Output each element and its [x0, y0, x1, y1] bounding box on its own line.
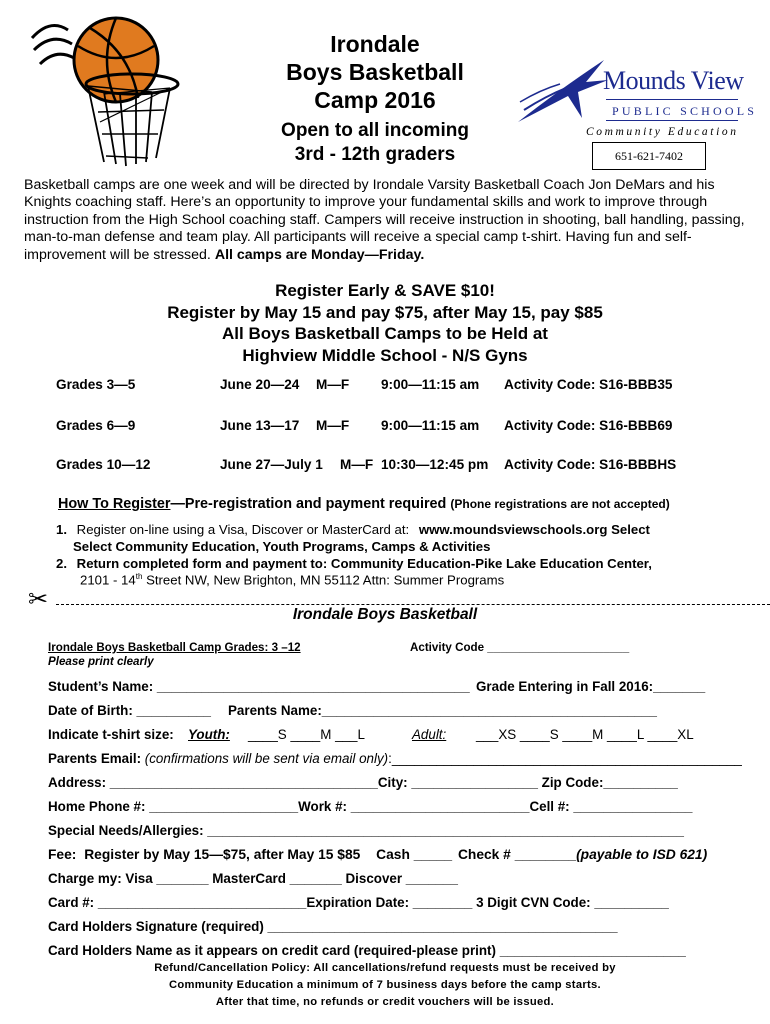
promo-line-2: Register by May 15 and pay $75, after May 15, pay $85: [167, 302, 603, 322]
register-heading-line: [58, 496, 670, 512]
parents-name-field[interactable]: Parents Name:_____________________________________________: [228, 703, 657, 718]
policy-line-2: Community Education a minimum of 7 business days before the camp starts.: [169, 979, 601, 991]
subtitle-line-1: Open to all incoming: [281, 120, 469, 141]
activity-code-field[interactable]: Activity Code ______________________: [410, 641, 630, 654]
signature-field[interactable]: Card Holders Signature (required) _______________________________________________: [48, 919, 618, 934]
logo-divider-2: [606, 120, 738, 121]
intro-text: Basketball camps are one week and will be directed by Irondale Varsity Basketball Coach Jon DeMars and his Knights coaching staff. Here’s an opportunity to improve your fundamental skills and work to improve through instruction from the High School coaching staff. Campers will receive instruction in shooting, ball handling, passing, man-to-man defense and team play. All participants will receive a special camp t-shirt. Having fun and self-improvement will be stressed.: [24, 177, 745, 263]
camp-dates: June 27—July 1: [220, 457, 323, 472]
intro-bold-tail: All camps are Monday—Friday.: [214, 246, 425, 263]
parents-email-line: [48, 751, 742, 766]
camp-dates: June 20—24: [220, 377, 300, 392]
promo-line-1: Register Early & SAVE $10!: [275, 281, 495, 300]
fee-line: [48, 847, 707, 862]
cash-field[interactable]: Cash _____: [376, 847, 453, 862]
grade-entering-field[interactable]: Grade Entering in Fall 2016:_______: [476, 679, 706, 694]
holder-name-field[interactable]: Card Holders Name as it appears on credit card (required-please print) _________________________: [48, 943, 686, 958]
website-link[interactable]: www.moundsviewschools.org Select: [418, 522, 650, 537]
promo-line-4: Highview Middle School - N/S Gyns: [242, 345, 528, 365]
camp-grades: Grades 3—5: [56, 377, 136, 392]
scissors-icon: ✂: [28, 586, 49, 613]
charge-card-options[interactable]: Charge my: Visa _______ MasterCard _______ Discover _______: [48, 871, 458, 886]
special-needs-field[interactable]: Special Needs/Allergies: ________________________________________________________________: [48, 823, 684, 838]
address-pre: 2101 - 14: [80, 572, 136, 588]
fee-label: Fee:: [48, 847, 77, 862]
form-title: Irondale Boys Basketball: [292, 606, 478, 623]
camp-days: M—F: [316, 377, 350, 392]
promo-line-3: All Boys Basketball Camps to be Held at: [222, 324, 548, 343]
camp-code: Activity Code: S16-BBB35: [504, 377, 673, 392]
adult-sizes-field[interactable]: ___XS ____S ____M ____L ____XL: [476, 727, 694, 742]
camp-code: Activity Code: S16-BBBHS: [504, 457, 677, 472]
tshirt-size-label: Indicate t-shirt size:: [48, 727, 174, 742]
youth-sizes-field[interactable]: ____S ____M ___L: [248, 727, 365, 742]
address-field[interactable]: Address: ____________________________________City: _________________ Zip Code:__________: [48, 775, 678, 790]
fee-text: Register by May 15—$75, after May 15 $85: [84, 847, 361, 862]
payable-note: (payable to ISD 621): [576, 847, 708, 862]
step2-address: [80, 572, 504, 587]
intro-paragraph: [24, 177, 746, 264]
logo-sub: PUBLIC SCHOOLS: [612, 104, 758, 118]
step1-text: Register on-line using a Visa, Discover or MasterCard at:: [76, 522, 410, 537]
promo-block: [0, 280, 770, 366]
camp-title: [250, 30, 500, 114]
register-heading-rest: —Pre-registration and payment required: [170, 496, 447, 512]
register-step-1: [56, 522, 650, 537]
refund-policy: [0, 960, 770, 1011]
camp-grades: Grades 6—9: [56, 418, 136, 433]
step1-line-2: Select Community Education, Youth Programs, Camps & Activities: [73, 539, 491, 554]
step-number: 1.: [56, 522, 67, 537]
basketball-hoop-icon: [20, 12, 200, 187]
register-step-2: [56, 556, 652, 571]
address-post: Street NW, New Brighton, MN 55112 Attn: Summer Programs: [142, 572, 505, 588]
step2-text: Return completed form and payment to: Community Education-Pike Lake Education Center,: [76, 556, 652, 571]
camp-days: M—F: [316, 418, 350, 433]
youth-label: Youth:: [188, 727, 230, 742]
camp-time: 10:30—12:45 pm: [381, 457, 489, 472]
logo-name: Mounds View: [603, 66, 744, 95]
parents-email-label: Parents Email:: [48, 751, 142, 766]
camp-time: 9:00—11:15 am: [381, 377, 480, 392]
camp-subtitle: [250, 119, 500, 167]
parents-email-field[interactable]: :_______________________________________________: [388, 751, 742, 766]
camp-time: 9:00—11:15 am: [381, 418, 480, 433]
form-camp-grades: Irondale Boys Basketball Camp Grades: 3 –12: [48, 641, 301, 654]
phone-fields[interactable]: Home Phone #: ____________________Work #: ________________________Cell #: ________________: [48, 799, 693, 814]
logo-divider: [606, 99, 738, 100]
adult-label: Adult:: [412, 727, 447, 742]
address-sup: th: [135, 572, 143, 581]
register-heading: How To Register: [58, 496, 171, 512]
title-line-3: Camp 2016: [314, 87, 436, 113]
subtitle-line-2: 3rd - 12th graders: [294, 144, 456, 165]
step-number: 2.: [56, 556, 67, 571]
camp-dates: June 13—17: [220, 418, 300, 433]
check-field[interactable]: Check # ________: [457, 847, 577, 862]
logo-dept: Community Education: [586, 126, 739, 138]
policy-line-3: After that time, no refunds or credit vouchers will be issued.: [215, 996, 555, 1008]
form-print-clearly: Please print clearly: [48, 655, 154, 668]
title-line-1: Irondale: [330, 31, 420, 57]
camp-grades: Grades 10—12: [56, 457, 151, 472]
policy-line-1: Refund/Cancellation Policy: All cancellations/refund requests must be received by: [154, 962, 616, 974]
camp-code: Activity Code: S16-BBB69: [504, 418, 673, 433]
star-logo-icon: [516, 52, 608, 126]
email-note: (confirmations will be sent via email only): [144, 751, 389, 766]
student-name-field[interactable]: Student’s Name: __________________________________________: [48, 679, 470, 694]
dob-field[interactable]: Date of Birth: __________: [48, 703, 211, 718]
card-number-field[interactable]: Card #: ____________________________Expiration Date: ________ 3 Digit CVN Code: __________: [48, 895, 669, 910]
register-note: (Phone registrations are not accepted): [450, 497, 670, 511]
camp-days: M—F: [340, 457, 374, 472]
title-line-2: Boys Basketball: [286, 59, 464, 85]
phone-number: 651-621-7402: [592, 142, 706, 170]
cut-line: [56, 604, 770, 605]
